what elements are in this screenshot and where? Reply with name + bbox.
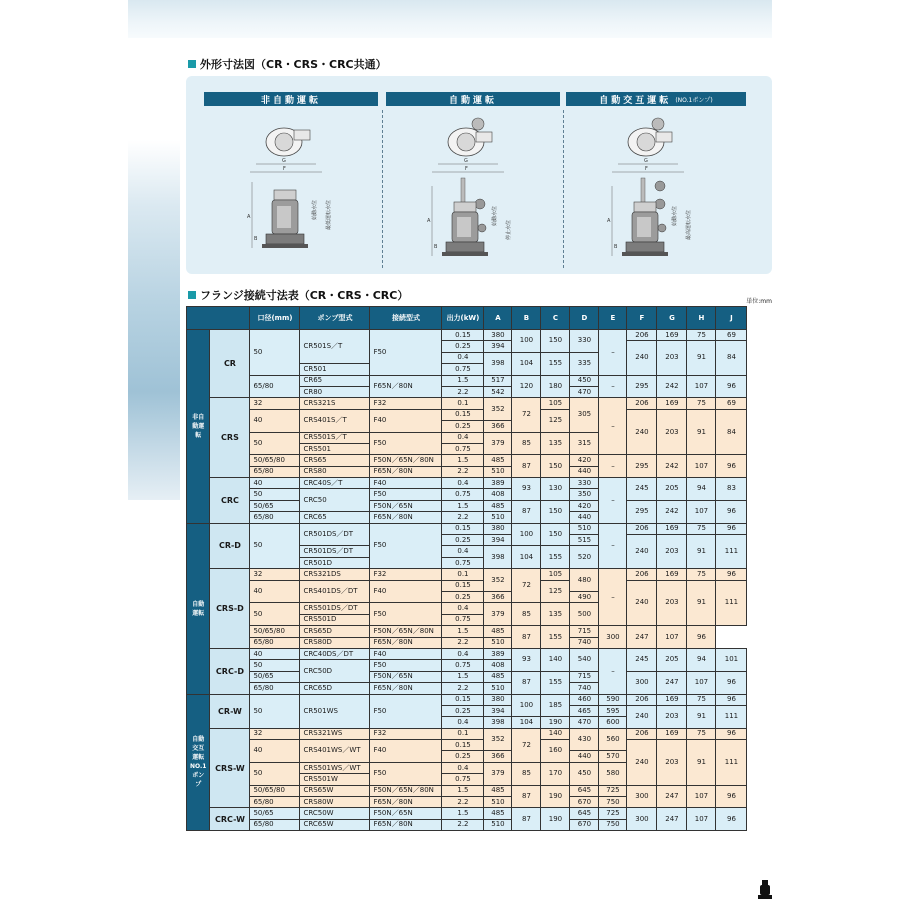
- table-row: CRS501W 0.75: [187, 774, 747, 785]
- svg-text:始動水位: 始動水位: [492, 205, 498, 226]
- table-row: 0.25 366: [187, 421, 747, 432]
- table-row: 0.4 398 104 155 335: [187, 352, 747, 363]
- series-label: CRC-D: [210, 648, 250, 694]
- series-label: CR-W: [210, 694, 250, 728]
- divider: [382, 110, 383, 268]
- group-label-alternating: 自動交互運転 NO.1ポンプ: [187, 694, 210, 831]
- table-row: 40 CRS401S／T F40 240 203 91 84: [187, 409, 747, 420]
- section-title-dimensions: 外形寸法図（CR・CRS・CRC共通）: [188, 56, 387, 72]
- series-label: CR-D: [210, 523, 250, 569]
- side-water-image: [128, 140, 180, 500]
- table-row: 50 CRC50D F50 0.75 408: [187, 660, 747, 671]
- table-row: 65/80 CRS80W F65N／80N 2.2 510 670 750: [187, 797, 747, 808]
- table-row: 50/65 F50N／65N 1.5 485 87 150 420 295 242 107 96: [187, 500, 747, 511]
- table-row: CRC 40 CRC40S／T F40 0.4 389 93 130 330 – 245 205 94 83: [187, 478, 747, 489]
- series-label: CRC: [210, 478, 250, 524]
- table-row: 50 CRS501DS／DT F50 0.4 379 85 135 500: [187, 603, 747, 614]
- svg-text:F: F: [283, 166, 286, 172]
- table-row: 0.25 366 440 570: [187, 751, 747, 762]
- table-row: 40 CRS401DS／DT F40 240 203 91 111: [187, 580, 747, 591]
- section-title-flange: フランジ接続寸法表（CR・CRS・CRC）: [188, 287, 408, 303]
- group-label-auto: 自動運転: [187, 523, 210, 694]
- unit-label: 単位:mm: [746, 298, 772, 305]
- table-row: CR501DS／DT 0.4 398 104 155 520: [187, 546, 747, 557]
- title-marker-icon: [188, 60, 196, 68]
- table-row: 65/80 CRS80 F65N／80N 2.2 510 440: [187, 466, 747, 477]
- svg-text:B: B: [614, 244, 618, 250]
- table-row: CRS501D 0.75: [187, 614, 747, 625]
- table-row: 50 CRS501WS／WT F50 0.4 379 85 170 450 580: [187, 762, 747, 773]
- svg-text:B: B: [254, 236, 258, 242]
- table-row: CRS 32 CRS321S F32 0.1 352 72 105 305 – 206 169 75 69: [187, 398, 747, 409]
- table-header: 口径(mm) ポンプ型式 接続型式 出力(kW) A B C D E F G H J: [187, 307, 747, 330]
- table-row: 0.25 394 515 240 203 91 111: [187, 535, 747, 546]
- table-row: 非自動運転 CR 50 CR501S／T F50 0.15 380 100 150 330 – 206 169 75 69: [187, 330, 747, 341]
- svg-text:始動水位: 始動水位: [672, 205, 678, 226]
- series-label: CRS: [210, 398, 250, 478]
- table-row: 自動運転 CR-D 50 CR501DS／DT F50 0.15 380 100 150 510 – 206 169 75 96: [187, 523, 747, 534]
- svg-text:A: A: [607, 218, 611, 224]
- series-label: CRS-W: [210, 728, 250, 808]
- svg-text:A: A: [247, 214, 251, 220]
- table-row: 0.4 398 104 190 470 600: [187, 717, 747, 728]
- group-label-manual: 非自動運転: [187, 330, 210, 524]
- svg-text:停止水位: 停止水位: [506, 219, 512, 240]
- series-label: CR: [210, 330, 250, 398]
- table-row: 50/65 F50N／65N 1.5 485 87 155 715 300 247 107 96: [187, 671, 747, 682]
- table-row: 50/65/80 CRS65 F50N／65N／80N 1.5 485 87 150 420 – 295 242 107 96: [187, 455, 747, 466]
- svg-text:G: G: [644, 158, 648, 164]
- table-row: CR80 2.2 542 470: [187, 386, 747, 397]
- table-row: CRC-D 40 CRC40DS／DT F40 0.4 389 93 140 540 – 245 205 94 101: [187, 648, 747, 659]
- pump-icon: [758, 880, 772, 900]
- table-row: 0.25 394 240 203 91 84: [187, 341, 747, 352]
- table-row: 65/80 CR65 F65N／80N 1.5 517 120 180 450 – 295 242 107 96: [187, 375, 747, 386]
- table-row: CRS-D 32 CRS321DS F32 0.1 352 72 105 480 – 206 169 75 96: [187, 569, 747, 580]
- table-row: 65/80 CRC65 F65N／80N 2.2 510 440: [187, 512, 747, 523]
- svg-text:始動水位: 始動水位: [312, 199, 318, 220]
- table-row: 50/65/80 CRS65D F50N／65N／80N 1.5 485 87 155 715 300 247 107 96: [187, 626, 747, 637]
- table-row: 65/80 CRC65D F65N／80N 2.2 510 740: [187, 683, 747, 694]
- series-label: CRC-W: [210, 808, 250, 831]
- outline-diagram-panel: [186, 76, 772, 274]
- title-marker-icon: [188, 291, 196, 299]
- table-row: CRC-W 50/65 CRC50W F50N／65N 1.5 485 87 190 645 725 300 247 107 96: [187, 808, 747, 819]
- svg-text:G: G: [282, 158, 286, 164]
- diagram-header-alternating: 自動交互運転 (NO.1ポンプ): [566, 92, 746, 106]
- svg-text:B: B: [434, 244, 438, 250]
- divider: [563, 110, 564, 268]
- table-row: 40 CRS401WS／WT F40 240 203 91 111: [187, 740, 747, 751]
- svg-text:最低運転水位: 最低運転水位: [326, 199, 332, 230]
- header-water-image: [128, 0, 772, 38]
- pump-outline-auto: [426, 116, 546, 270]
- pump-outline-alternating: [606, 116, 726, 270]
- series-label: CRS-D: [210, 569, 250, 649]
- table-row: 0.25 366 490: [187, 591, 747, 602]
- svg-text:F: F: [645, 166, 648, 172]
- table-row: 50 CRS501S／T F50 0.4 379 85 135 315: [187, 432, 747, 443]
- diagram-header-manual: 非自動運転: [204, 92, 378, 106]
- flange-dimension-table: 口径(mm) ポンプ型式 接続型式 出力(kW) A B C D E F G H J 非自動運転 CR 50 CR501S／T F50 0.15 380 100 150 330 – 206 169 75 69 0.25 394 240 203 91 84 0.4 398 104 155 335 CR501 0.75 65/80 CR65 F65N／80N 1.5 517 120 180 450 – 295 242 107 96 CR80 2.2 542 470 CRS 32 CRS321S F32 0.1 352 72 105 305 – 206 169 75 69 0.15 125 40 CRS401S／T F40 240 203 91 84 0.25 366 50 CRS501S／T F50 0.4 379 85 135 315 CRS501 0.75 50/65/80 CRS65 F50N／65N／80N 1.5 485 87 150 420 – 295 242 107 96 65/80 CRS80 F65N／80N 2.2 510 440 CRC 40 CRC40S／T F40 0.4 389 93 130 330 – 245 205 94 83 50 CRC50 F50 0.75 408 350 50/65 F50N／65N 1.5 485 87 150 420 295 242 107 96 65/80 CRC65 F65N／80N 2.2 510 440 自動運転 CR-D 50 CR501DS／DT F50 0.15 380 100 150 510 – 206 169 75 96 0.25 394 515 240 203 91 111 CR501DS／DT 0.4 398 104 155 520 CR501D 0.75 CRS-D 32 CRS321DS F32 0.1 352 72 105 480 – 206 169 75 96 0.15 125 40 CRS401DS／DT F40 240 203 91 111 0.25 366 490 50 CRS501DS／DT F50 0.4 379 85 135 500 CRS501D 0.75 50/65/80 CRS65D F50N／65N／80N 1.5 485 87 155 715 300 247 107 96 65/80 CRS80D F65N／80N 2.2 510 740 CRC-D 40 CRC40DS／DT F40 0.4 389 93 140 540 – 245 205 94 101 50 CRC50D F50 0.75 408 50/65 F50N／65N 1.5 485 87 155 715 300 247 107 96 65/80 CRC65D F65N／80N 2.2 510 740 自動交互運転 NO.1ポンプ CR-W 50 CR501WS F50 0.15 380 100 185 460 590 206 169 75 96 0.25 394 465 595 240 203 91 111 0.4 398 104 190 470 600 CRS-W 32 CRS321WS F32 0.1 352 72 140 430 560 206 169 75 96 0.15 160 40 CRS401WS／WT F40 240 203 91 111 0.25 366 440 570 50 CRS501WS／WT F50 0.4 379 85 170 450 580 CRS501W 0.75 50/65/80 CRS65W F50N／65N／80N 1.5 485 87 190 645 725 300 247 107 96 65/80 CRS80W F65N／80N 2.2 510 670 750 CRC-W 50/65 CRC50W F50N／65N 1.5 485 87 190 645 725 300 247 107 96 65/80 CRC65W F65N／80N 2.2 510 670 750: [186, 306, 747, 831]
- table-row: 50 CRC50 F50 0.75 408 350: [187, 489, 747, 500]
- table-row: 0.25 394 465 595 240 203 91 111: [187, 705, 747, 716]
- table-row: CR501 0.75: [187, 364, 747, 375]
- svg-text:G: G: [464, 158, 468, 164]
- svg-text:F: F: [465, 166, 468, 172]
- table-row: CRS-W 32 CRS321WS F32 0.1 352 72 140 430 560 206 169 75 96: [187, 728, 747, 739]
- table-row: CR501D 0.75: [187, 557, 747, 568]
- table-row: 65/80 CRC65W F65N／80N 2.2 510 670 750: [187, 819, 747, 830]
- diagram-header-auto: 自動運転: [386, 92, 560, 106]
- table-row: 自動交互運転 NO.1ポンプ CR-W 50 CR501WS F50 0.15 380 100 185 460 590 206 169 75 96: [187, 694, 747, 705]
- table-row: 50/65/80 CRS65W F50N／65N／80N 1.5 485 87 190 645 725 300 247 107 96: [187, 785, 747, 796]
- table-row: CRS501 0.75: [187, 443, 747, 454]
- pump-outline-manual: [246, 120, 366, 270]
- svg-text:最高運転水位: 最高運転水位: [686, 209, 692, 240]
- svg-text:A: A: [427, 218, 431, 224]
- table-row: 65/80 CRS80D F65N／80N 2.2 510 740: [187, 637, 747, 648]
